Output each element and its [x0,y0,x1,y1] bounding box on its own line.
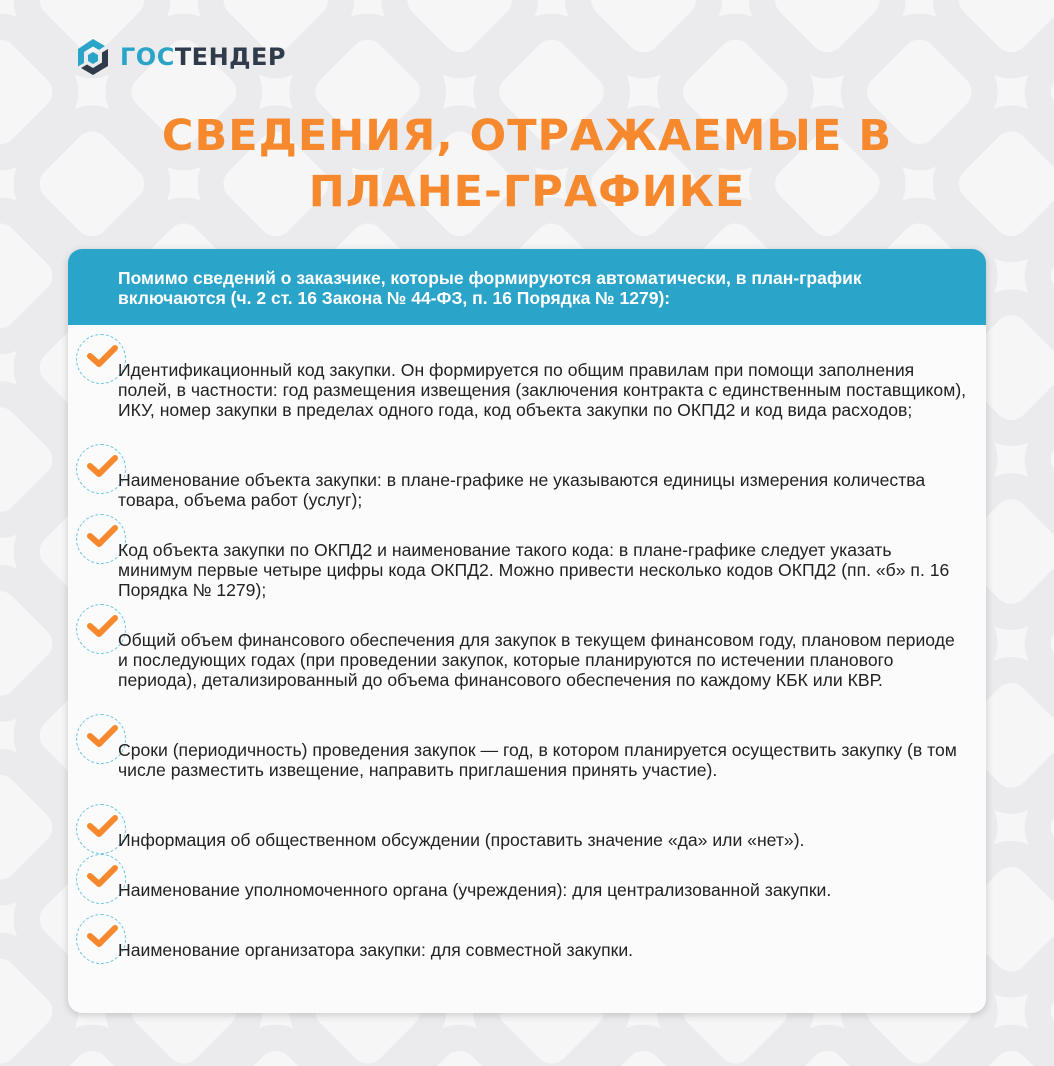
checkmark-icon [84,722,120,752]
checkmark-icon [84,452,120,482]
item-text: Наименование организатора закупки: для совместной закупки. [118,940,634,960]
checkmark-icon [84,342,120,372]
checkmark-icon [84,612,120,642]
checkmark-icon [84,522,120,552]
item-text: Идентификационный код закупки. Он формируется по общим правилам при помощи заполнения полей, в частности: год размещения извещения (заключения контракта с единственным поставщиком), ИКУ, номер закупки в пределах одного года, код объекта закупки по ОКПД2 и код вида расходов; [118,360,967,420]
page-title-line2: ПЛАНЕ-ГРАФИКЕ [308,167,746,217]
logo-mark-icon [72,36,114,78]
checkmark-icon [84,922,120,952]
page-title [0,108,1054,220]
brand-logo [72,36,286,78]
brand-name-part1: ГОС [120,43,175,71]
items-list [68,249,986,1013]
item-text: Сроки (периодичность) проведения закупок — год, в котором планируется осуществить закупку (в том числе разместить извещение, направить приглашения принять участие). [118,740,957,780]
brand-name-part2: ТЕНДЕР [174,43,287,71]
info-card [68,249,986,1013]
checkmark-icon [84,862,120,892]
card-intro-text: Помимо сведений о заказчике, которые формируются автоматически, в план-график включаются (ч. 2 ст. 16 Закона № 44-ФЗ, п. 16 Порядка № 1279): [118,268,862,308]
item-text: Общий объем финансового обеспечения для закупок в текущем финансовом году, плановом периоде и последующих годах (при проведении закупок, которые планируются по истечении планового периода), детализированный до объема финансового обеспечения по каждому КБК или КВР. [118,630,955,690]
item-text: Код объекта закупки по ОКПД2 и наименование такого кода: в плане-графике следует указать минимум первые четыре цифры кода ОКПД2. Можно привести несколько кодов ОКПД2 (пп. «б» п. 16 Порядка № 1279); [118,540,950,600]
item-text: Наименование уполномоченного органа (учреждения): для централизованной закупки. [118,880,832,900]
checkmark-icon [84,812,120,842]
item-text: Наименование объекта закупки: в плане-графике не указываются единицы измерения количества товара, объема работ (услуг); [118,470,926,510]
item-text: Информация об общественном обсуждении (проставить значение «да» или «нет»). [118,830,805,850]
brand-name [120,45,286,69]
page-title-line1: СВЕДЕНИЯ, ОТРАЖАЕМЫЕ В [161,111,893,161]
